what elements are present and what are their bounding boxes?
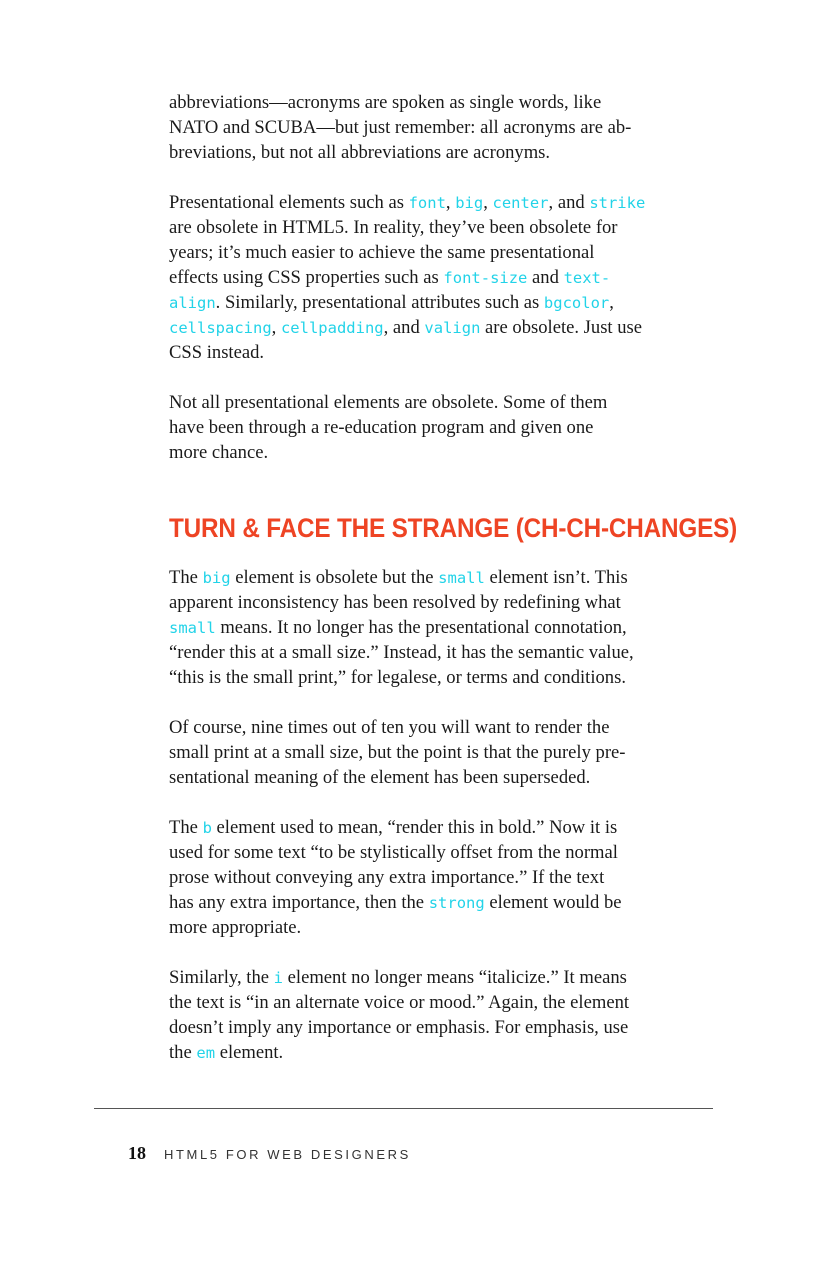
code-term: big	[202, 569, 231, 587]
text-line: the text is “in an alternate voice or mood.” Again, the element	[169, 992, 630, 1013]
code-term: cellpadding	[280, 319, 384, 337]
code-term: valign	[424, 319, 481, 337]
text-line: abbreviations—acronyms are spoken as single words, like	[169, 92, 602, 113]
text-line: have been through a re-education program and given one	[169, 417, 594, 438]
code-term: bgcolor	[543, 294, 610, 312]
code-term: cellspacing	[169, 319, 272, 337]
text-line: align. Similarly, presentational attributes such as bgcolor,	[169, 292, 614, 313]
footer-rule	[94, 1108, 713, 1109]
text-line: “render this at a small size.” Instead, it has the semantic value,	[169, 642, 634, 663]
text-line: Not all presentational elements are obsolete. Some of them	[169, 392, 608, 413]
text-line: apparent inconsistency has been resolved by redefining what	[169, 592, 621, 613]
text-line: “this is the small print,” for legalese, or terms and conditions.	[169, 667, 626, 688]
code-term: i	[273, 969, 284, 987]
text-line: The b element used to mean, “render this in bold.” Now it is	[169, 817, 618, 838]
code-term: align	[169, 294, 216, 312]
page-footer	[128, 1143, 411, 1164]
paragraph	[169, 715, 714, 790]
page-number: 18	[128, 1143, 146, 1163]
text-line: the em element.	[169, 1042, 284, 1063]
text-line: NATO and SCUBA—but just remember: all acronyms are ab-	[169, 117, 632, 138]
text-line: small means. It no longer has the presentational connotation,	[169, 617, 627, 638]
paragraph	[169, 90, 714, 165]
text-line: breviations, but not all abbreviations are acronyms.	[169, 142, 551, 163]
text-line: more appropriate.	[169, 917, 302, 938]
text-line: prose without conveying any extra importance.” If the text	[169, 867, 605, 888]
text-line: Presentational elements such as font, big, center, and strike	[169, 192, 646, 213]
text-line: sentational meaning of the element has been superseded.	[169, 767, 591, 788]
text-line: are obsolete in HTML5. In reality, they’ve been obsolete for	[169, 217, 618, 238]
code-term: big	[455, 194, 484, 212]
text-line: has any extra importance, then the strong element would be	[169, 892, 622, 913]
code-term: b	[202, 819, 212, 837]
text-line: years; it’s much easier to achieve the same presentational	[169, 242, 595, 263]
code-term: font	[408, 194, 446, 212]
code-term: strong	[428, 894, 485, 912]
text-line: more chance.	[169, 442, 269, 463]
paragraph	[169, 965, 714, 1065]
running-title: HTML5 FOR WEB DESIGNERS	[164, 1147, 411, 1162]
text-line: cellspacing, cellpadding, and valign are obsolete. Just use	[169, 317, 643, 338]
text-line: effects using CSS properties such as font-size and text-	[169, 267, 611, 288]
paragraph	[169, 815, 714, 940]
paragraph	[169, 565, 714, 690]
text-line: Similarly, the i element no longer means “italicize.” It means	[169, 967, 627, 988]
code-term: small	[169, 619, 216, 637]
text-line: Of course, nine times out of ten you will want to render the	[169, 717, 610, 738]
paragraph	[169, 390, 714, 465]
code-term: em	[196, 1044, 216, 1062]
code-term: text-	[563, 269, 611, 287]
code-term: font-size	[443, 269, 528, 287]
section-heading: TURN & FACE THE STRANGE (CH-CH-CHANGES)	[169, 513, 738, 543]
paragraph	[169, 190, 714, 365]
text-line: The big element is obsolete but the small element isn’t. This	[169, 567, 628, 588]
text-line: doesn’t imply any importance or emphasis. For emphasis, use	[169, 1017, 629, 1038]
page-body	[169, 90, 714, 490]
text-line: small print at a small size, but the point is that the purely pre-	[169, 742, 626, 763]
code-term: small	[438, 569, 485, 587]
text-line: used for some text “to be stylistically offset from the normal	[169, 842, 618, 863]
code-term: strike	[589, 194, 646, 212]
code-term: center	[492, 194, 549, 212]
text-line: CSS instead.	[169, 342, 265, 363]
section-body	[169, 565, 714, 1090]
